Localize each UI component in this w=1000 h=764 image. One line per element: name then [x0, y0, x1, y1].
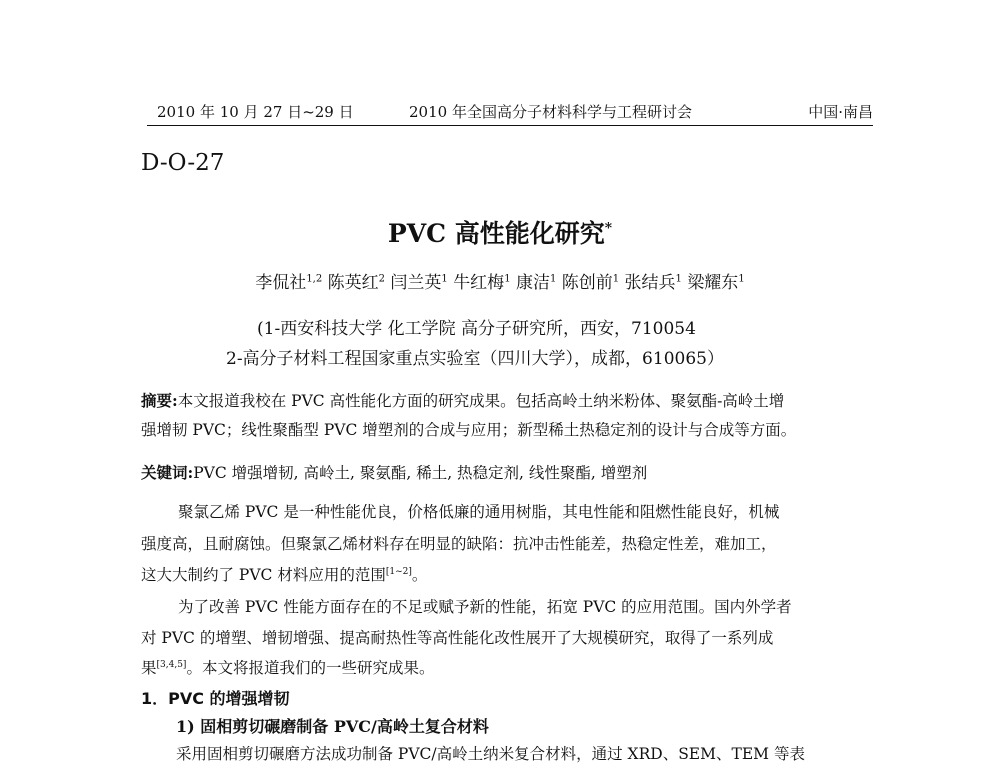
keywords-text: PVC 增强增韧, 高岭土, 聚氨酯, 稀土, 热稳定剂, 线性聚酯, 增塑剂 [193, 464, 648, 482]
author-affiliation-mark: 1 [738, 273, 745, 285]
header-rule [147, 125, 873, 126]
author-name: 陈创前 [561, 273, 613, 293]
author-name: 闫兰英 [390, 273, 442, 293]
author [687, 273, 744, 293]
para1-line-1: 聚氯乙烯 PVC 是一种性能优良，价格低廉的通用树脂，其电性能和阻燃性能良好，机械 [178, 503, 780, 521]
author-name: 梁耀东 [687, 273, 739, 293]
author-name: 牛红梅 [453, 273, 505, 293]
para1-ref: [1~2] [385, 566, 412, 577]
author-affiliation-mark: 1 [675, 273, 682, 285]
para2-line-3-start: 果 [141, 659, 157, 677]
author [390, 273, 453, 293]
author-name: 张结兵 [624, 273, 676, 293]
paper-title [0, 214, 1000, 250]
affiliation-2: 2-高分子材料工程国家重点实验室（四川大学），成都，610065） [226, 349, 724, 369]
para3-line-1: 采用固相剪切碾磨方法成功制备 PVC/高岭土纳米复合材料，通过 XRD、SEM、TEM 等表 [176, 745, 805, 763]
header-date: 2010 年 10 月 27 日~29 日 [157, 103, 354, 121]
keywords-line [141, 461, 873, 483]
author-affiliation-mark: 1,2 [306, 273, 323, 285]
author [516, 273, 562, 293]
author-affiliation-mark: 1 [504, 273, 511, 285]
para2-ref: [3,4,5] [156, 659, 187, 670]
author [453, 273, 516, 293]
author-affiliation-mark: 1 [441, 273, 448, 285]
para2-line-1: 为了改善 PVC 性能方面存在的不足或赋予新的性能，拓宽 PVC 的应用范围。国内外学者 [178, 598, 792, 616]
para1-line-3 [141, 563, 873, 585]
author-name: 陈英红 [327, 273, 379, 293]
abstract-line-2: 强增韧 PVC；线性聚酯型 PVC 增塑剂的合成与应用；新型稀土热稳定剂的设计与合成等方面。 [141, 421, 797, 439]
para2-line-2: 对 PVC 的增塑、增韧增强、提高耐热性等高性能化改性展开了大规模研究，取得了一系列成 [141, 629, 774, 647]
subsection-1-heading: 1) 固相剪切碾磨制备 PVC/高岭土复合材料 [176, 717, 489, 736]
title-footnote-mark: * [604, 220, 613, 237]
para2-line-3-end: 。本文将报道我们的一些研究成果。 [186, 659, 435, 677]
author [625, 273, 688, 293]
abstract-text-1: 本文报道我校在 PVC 高性能化方面的研究成果。包括高岭土纳米粉体、聚氨酯-高岭土增 [177, 392, 785, 410]
author [255, 273, 327, 293]
author [562, 273, 625, 293]
title-text: PVC 高性能化研究 [387, 219, 605, 248]
author [328, 273, 391, 293]
para1-line-3-text: 这大大制约了 PVC 材料应用的范围 [141, 566, 386, 584]
abstract-label: 摘要: [141, 391, 178, 410]
para1-line-3-end: 。 [411, 566, 428, 584]
affiliation-1: (1-西安科技大学 化工学院 高分子研究所，西安，710054 [257, 319, 696, 339]
author-list [0, 268, 1000, 293]
header-location: 中国·南昌 [808, 103, 873, 121]
header-conference: 2010 年全国高分子材料科学与工程研讨会 [409, 103, 692, 121]
para1-line-2: 强度高，且耐腐蚀。但聚氯乙烯材料存在明显的缺陷：抗冲击性能差，热稳定性差，难加工， [141, 535, 777, 553]
keywords-label: 关键词: [141, 463, 194, 482]
author-name: 康洁 [515, 273, 550, 293]
running-header [147, 101, 873, 125]
section-1-heading: 1．PVC 的增强增韧 [141, 689, 290, 708]
abstract-line-1 [141, 389, 873, 411]
paper-code: D-O-27 [141, 150, 225, 176]
para2-line-3 [141, 656, 873, 678]
author-affiliation-mark: 2 [378, 273, 385, 285]
author-affiliation-mark: 1 [612, 273, 620, 285]
author-affiliation-mark: 1 [549, 273, 557, 285]
author-name: 李侃社 [255, 273, 307, 293]
